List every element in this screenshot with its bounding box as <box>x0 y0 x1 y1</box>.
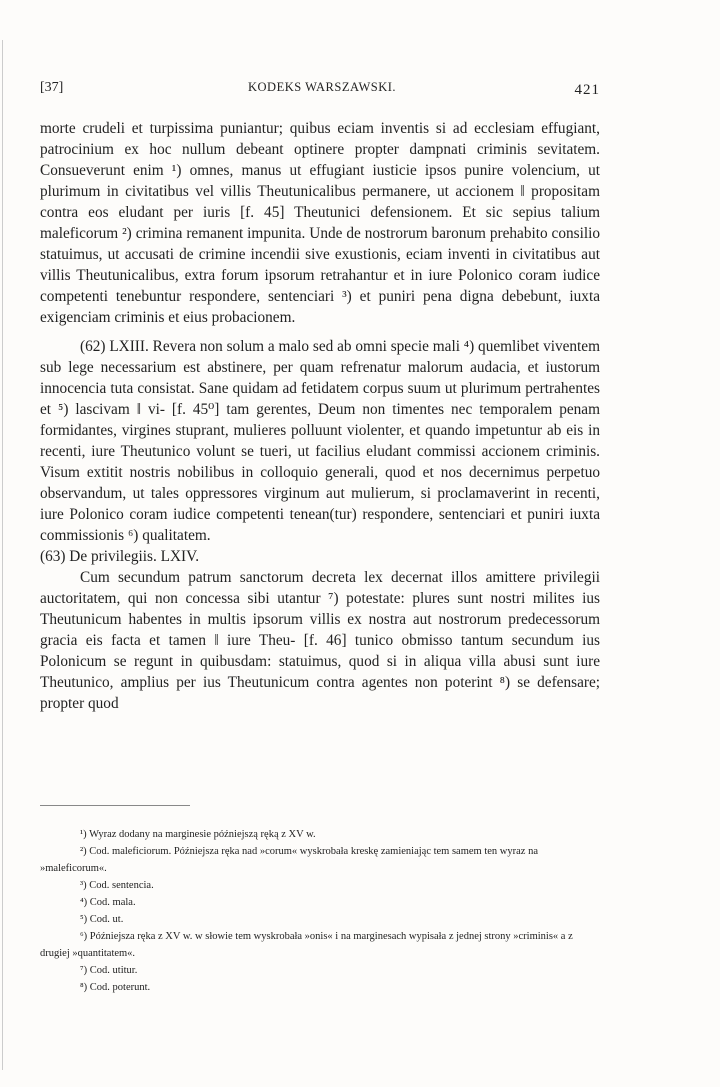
footnote-3: ³) Cod. sentencia. <box>80 880 154 891</box>
footnote-7: ⁷) Cod. utitur. <box>80 965 138 976</box>
page-reference: [37] <box>40 80 64 95</box>
footnote-5: ⁵) Cod. ut. <box>80 914 124 925</box>
footnote-2: ²) Cod. maleficiorum. Późniejsza ręka nad »corum« wyskrobała kreskę zamieniając tem samem ten wyraz na »maleficorum«. <box>40 846 538 874</box>
footnotes <box>40 826 600 996</box>
footnote-6: ⁶) Późniejsza ręka z XV w. w słowie tem wyskrobała »onis« i na marginesach wypisała z jednej strony »criminis« a z drugiej »quantitatem«. <box>40 931 573 959</box>
running-header <box>40 80 600 100</box>
paragraph-62: (62) LXIII. Revera non solum a malo sed ab omni specie mali ⁴) quemlibet viventem sub lege necessarium est abstinere, per quam refrenatur malorum audacia, et iustorum innocencia tuta consistat. Sane quidam ad fetidatem corpus suum ut plurimum pertrahentes et ⁵) lascivam ‖ vi- [f. 45⁰] tam gerentes, Deum non timentes nec temporalem penam formidantes, virgines stuprant, mulieres polluunt violenter, et quando impetuntur ab eis in recenti, iure Theutunico volunt se tueri, ut facilius eludant commissi accionem criminis. Visum extitit nostris nobilibus in colloquio generali, quod et nos decernimus perpetuo observandum, ut tales oppressores virginum aut mulierum, si proclamaverint in recenti, iure Polonico coram iudice competenti tenean(tur) respondere, sentenciari et puniri iuxta commissionis ⁶) qualitatem. <box>40 338 600 544</box>
footnote-4: ⁴) Cod. mala. <box>80 897 136 908</box>
footnote-1: ¹) Wyraz dodany na marginesie późniejszą ręką z XV w. <box>80 829 316 840</box>
page-number: 421 <box>574 82 600 98</box>
section-title: (63) De privilegiis. LXIV. <box>40 548 200 565</box>
scan-edge <box>2 40 3 1070</box>
running-title: KODEKS WARSZAWSKI. <box>248 80 397 94</box>
footnote-8: ⁸) Cod. poterunt. <box>80 982 151 993</box>
paragraph-63: Cum secundum patrum sanctorum decreta lex decernat illos amittere privilegii auctoritatem, qui non concessa sibi utantur ⁷) potestate: plures sunt nostri milites ius Theutunicum habentes in multis ipsorum villis ex nostra aut nostrorum predecessorum gracia eis facta et tamen ‖ iure Theu- [f. 46] tunico obmisso tantum secundum ius Polonicum se regunt in quibusdam: statuimus, quod si in aliqua villa abusi sunt iure Theutunico, amplius per ius Theutunicum contra agentes non poterint ⁸) se defensare; propter quod <box>40 569 600 712</box>
main-text <box>40 118 600 714</box>
paragraph-continuation: morte crudeli et turpissima puniantur; quibus eciam inventis si ad ecclesiam effugiant, patrocinium ex hoc nullum debeant optinere propter dampnati criminis sevitatem. Consueverunt enim ¹) omnes, manus ut effugiant iusticie ipsos punire volencium, ut plurimum in civitatibus vel villis Theutunicalibus permanere, ut accionem ‖ propositam contra eos eludant per iuris [f. 45] Theutunici defensionem. Et sic sepius talium maleficorum ²) crimina remanent impunita. Unde de nostrorum baronum prehabito consilio statuimus, ut accusati de crimine incendii sive exustionis, eciam inventi in civitatibus aut villis Theutunicalibus, extra forum ipsorum retrahantur et in iure Polonico coram iudice competenti tenebuntur respondere, sentenciari ³) et puniri pena digna debebunt, iuxta exigenciam criminis et eius probacionem. <box>40 120 600 326</box>
footnote-divider <box>40 805 190 806</box>
